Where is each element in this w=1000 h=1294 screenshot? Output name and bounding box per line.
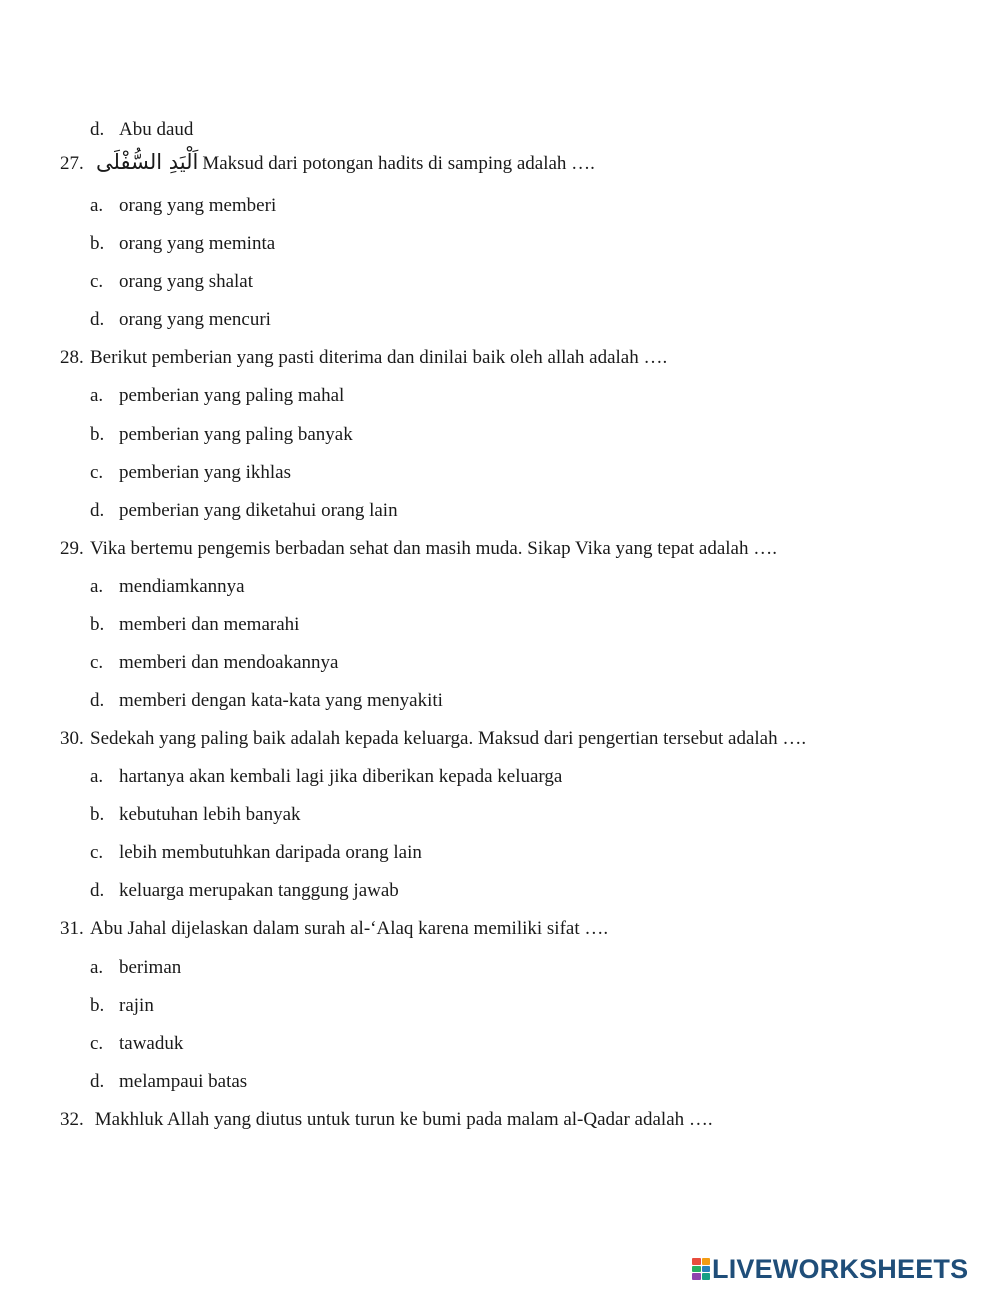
answer-option [90,461,291,485]
answer-option [90,118,193,142]
option-letter: c. [90,652,104,673]
option-text: memberi dan memarahi [119,614,300,635]
answer-option [90,994,154,1018]
option-letter: d. [90,309,105,330]
option-letter: d. [90,119,105,140]
option-text: pemberian yang diketahui orang lain [119,500,398,521]
option-letter: d. [90,500,105,521]
answer-option [90,765,562,789]
question-number: 31. [60,918,84,939]
question-number: 30. [60,728,84,749]
liveworksheets-logo [692,1253,968,1285]
option-letter: c. [90,271,104,292]
option-letter: c. [90,1033,104,1054]
option-letter: d. [90,1071,105,1092]
question-line [60,150,595,176]
question-number: 29. [60,538,84,559]
answer-option [90,1032,183,1056]
option-letter: a. [90,195,104,216]
option-text: orang yang memberi [119,195,277,216]
option-text: orang yang meminta [119,233,276,254]
question-line [60,1108,713,1132]
option-text: pemberian yang ikhlas [119,462,292,483]
question-text: Abu Jahal dijelaskan dalam surah al-‘Alaq karena memiliki sifat …. [90,918,609,939]
answer-option [90,575,245,599]
option-text: pemberian yang paling banyak [119,424,353,445]
option-text: tawaduk [119,1033,184,1054]
answer-option [90,879,399,903]
logo-mark-icon [692,1258,710,1280]
question-line [60,917,608,941]
option-letter: b. [90,995,105,1016]
answer-option [90,384,344,408]
answer-option [90,689,443,713]
answer-option [90,1070,247,1094]
answer-option [90,956,181,980]
option-text: hartanya akan kembali lagi jika diberikan kepada keluarga [119,766,563,787]
option-text: pemberian yang paling mahal [119,385,345,406]
answer-option [90,194,276,218]
option-letter: c. [90,842,104,863]
option-text: memberi dan mendoakannya [119,652,339,673]
option-letter: c. [90,462,104,483]
answer-option [90,613,299,637]
question-line [60,727,806,751]
option-text: beriman [119,957,182,978]
question-number: 32. [60,1109,84,1130]
option-letter: b. [90,233,105,254]
logo-text: LIVEWORKSHEETS [712,1253,969,1284]
answer-option [90,803,301,827]
option-text: lebih membutuhkan daripada orang lain [119,842,422,863]
question-line [60,346,667,370]
question-number: 28. [60,347,84,368]
question-line [60,537,777,561]
answer-option [90,423,353,447]
question-text: Berikut pemberian yang pasti diterima dan dinilai baik oleh allah adalah …. [90,347,668,368]
option-letter: b. [90,804,105,825]
option-text: melampaui batas [119,1071,248,1092]
option-text: orang yang shalat [119,271,254,292]
question-number: 27. [60,153,84,174]
question-text: Vika bertemu pengemis berbadan sehat dan masih muda. Sikap Vika yang tepat adalah …. [90,538,777,559]
option-text: memberi dengan kata-kata yang menyakiti [119,690,443,711]
answer-option [90,232,275,256]
option-letter: b. [90,614,105,635]
answer-option [90,841,422,865]
answer-option [90,499,398,523]
option-letter: a. [90,766,104,787]
question-text: Makhluk Allah yang diutus untuk turun ke bumi pada malam al-Qadar adalah …. [90,1109,713,1130]
option-text: Abu daud [119,119,194,140]
question-text: Maksud dari potongan hadits di samping adalah …. [202,153,595,174]
option-letter: d. [90,690,105,711]
option-text: rajin [119,995,154,1016]
option-text: kebutuhan lebih banyak [119,804,301,825]
option-letter: a. [90,385,104,406]
option-letter: d. [90,880,105,901]
option-text: keluarga merupakan tanggung jawab [119,880,399,901]
question-text: Sedekah yang paling baik adalah kepada keluarga. Maksud dari pengertian tersebut adalah …. [90,728,807,749]
option-letter: a. [90,957,104,978]
option-text: orang yang mencuri [119,309,271,330]
arabic-hadith-text: اَلْيَدِ السُّفْلَى [96,150,199,174]
option-text: mendiamkannya [119,576,245,597]
option-letter: b. [90,424,105,445]
option-letter: a. [90,576,104,597]
answer-option [90,270,253,294]
answer-option [90,308,271,332]
answer-option [90,651,338,675]
